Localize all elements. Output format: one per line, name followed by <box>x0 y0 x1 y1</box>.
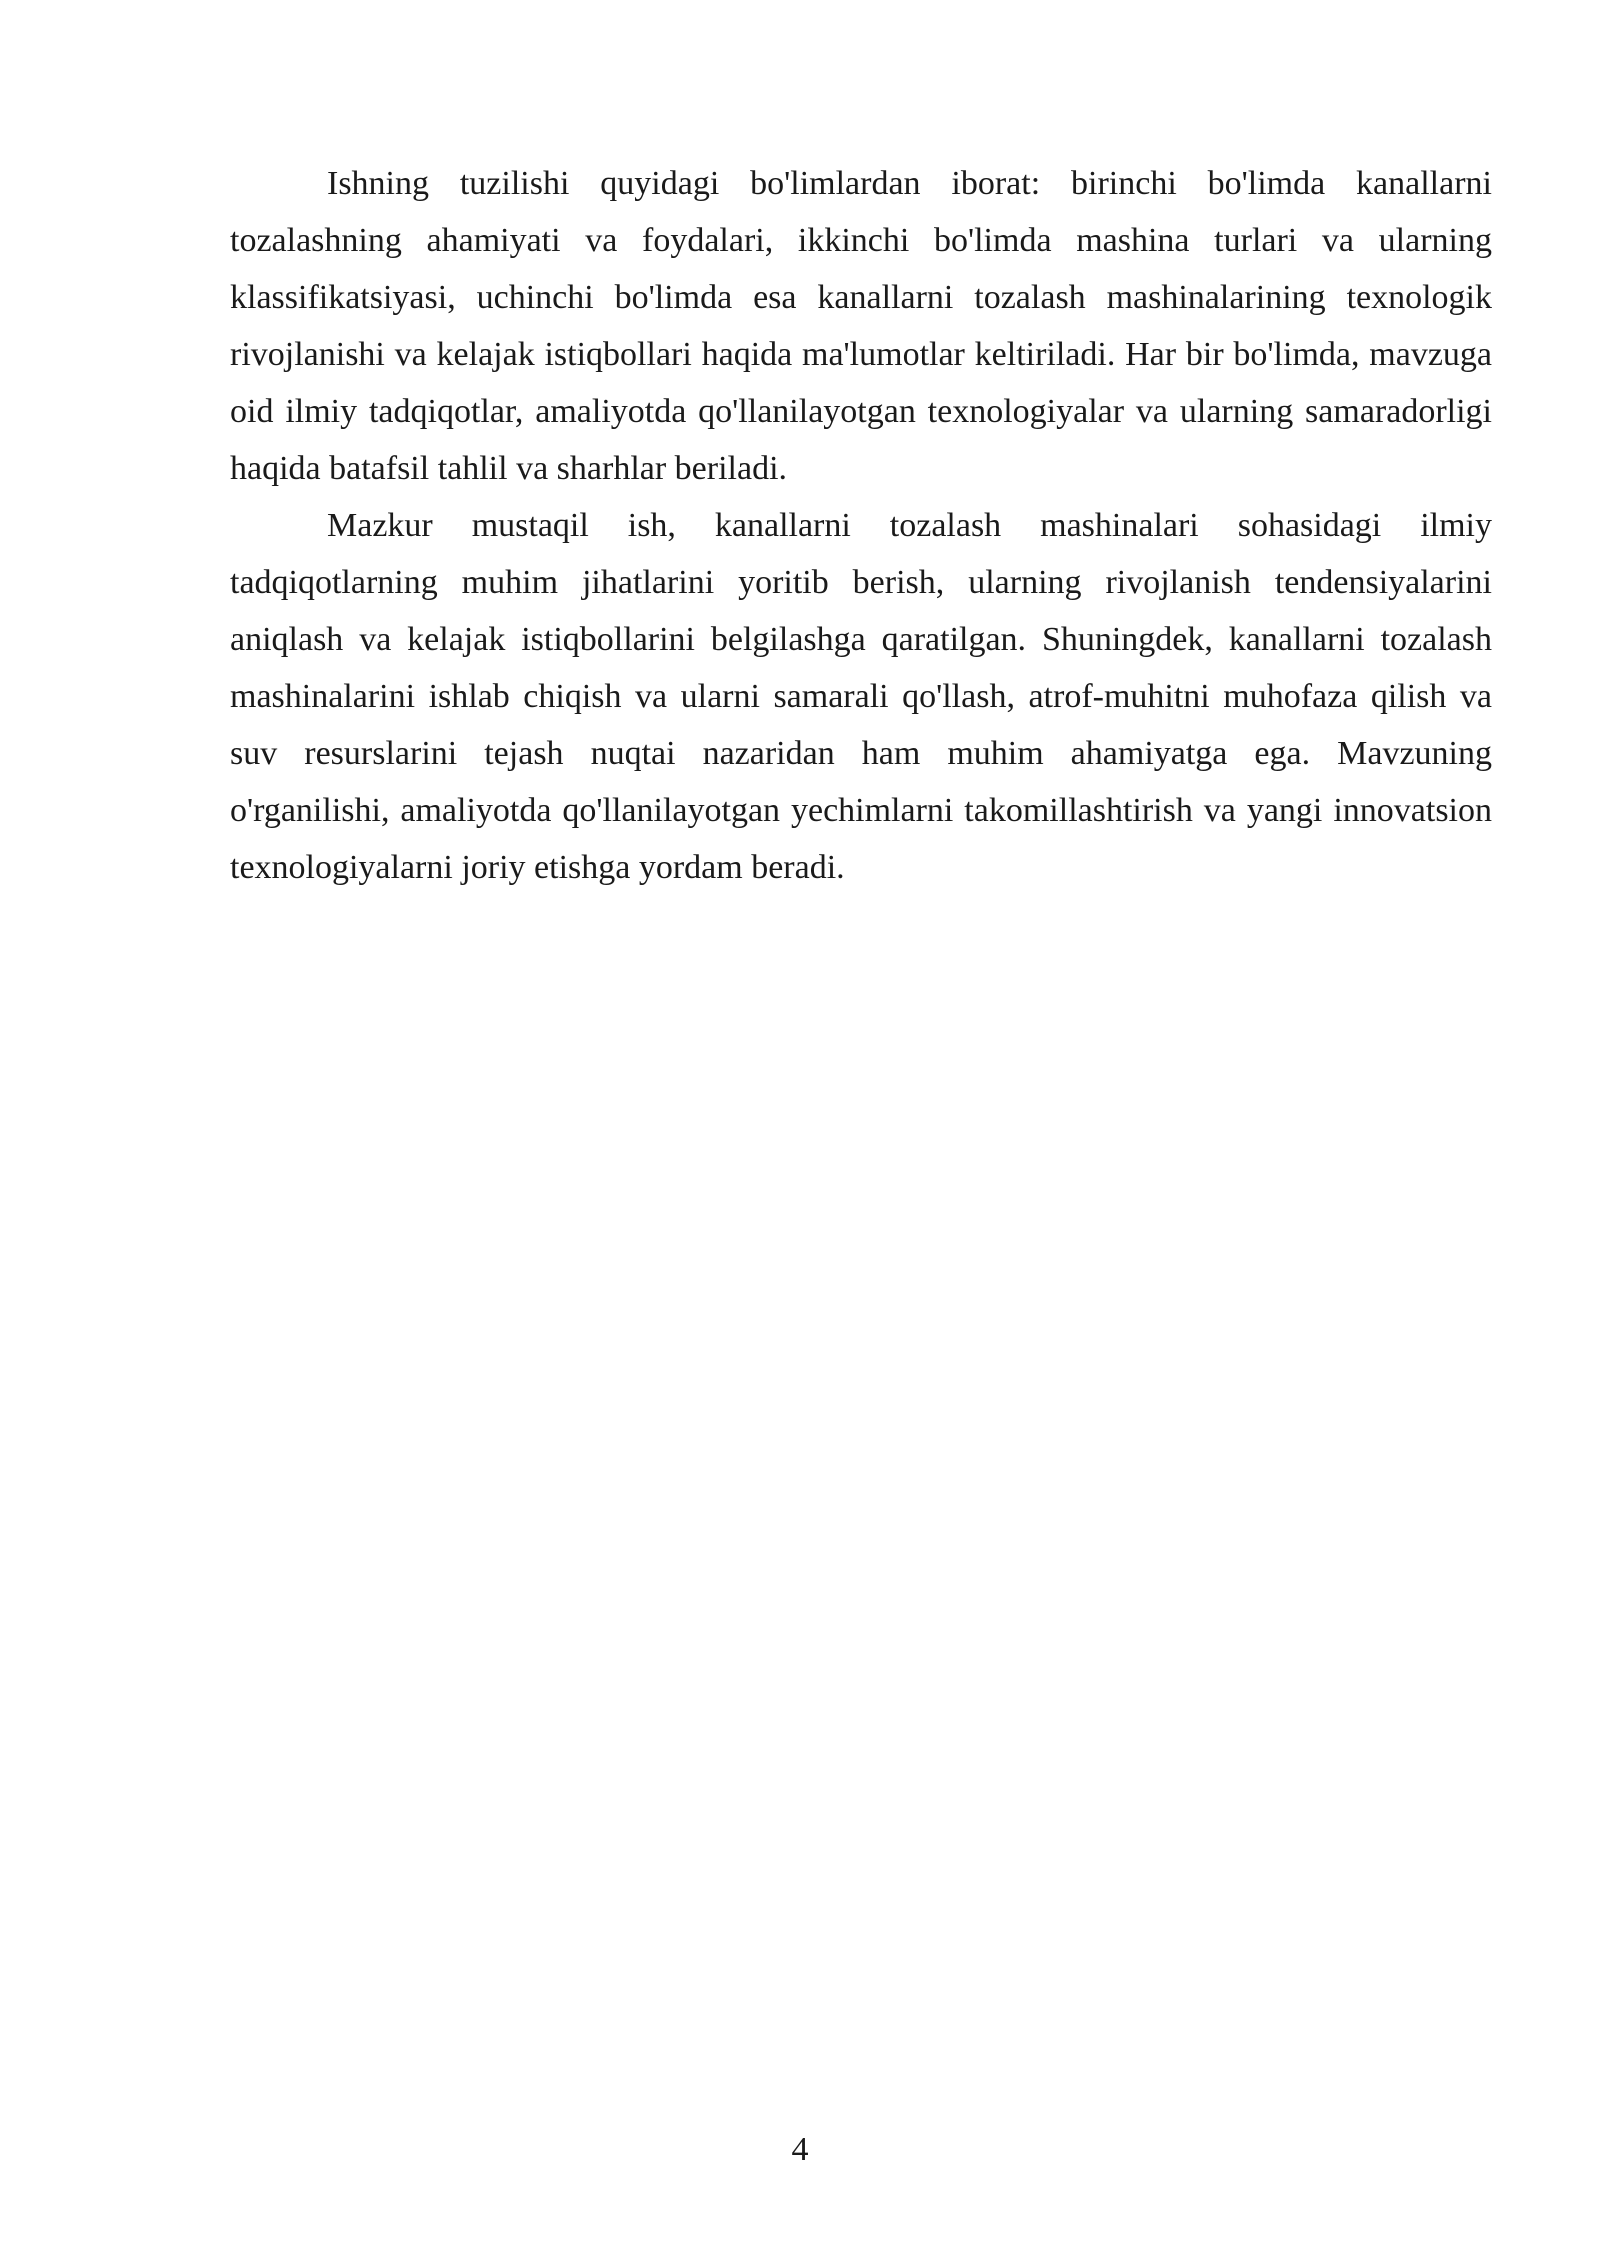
body-text <box>230 155 1492 896</box>
paragraph-2: Mazkur mustaqil ish, kanallarni tozalash mashinalari sohasidagi ilmiy tadqiqotlarning muhim jihatlarini yoritib berish, ularning rivojlanish tendensiyalarini aniqlash va kelajak istiqbollarini belgilashga qaratilgan. Shuningdek, kanallarni tozalash mashinalarini ishlab chiqish va ularni samarali qo'llash, atrof-muhitni muhofaza qilish va suv resurslarini tejash nuqtai nazaridan ham muhim ahamiyatga ega. Mavzuning o'rganilishi, amaliyotda qo'llanilayotgan yechimlarni takomillashtirish va yangi innovatsion texnologiyalarni joriy etishga yordam beradi. <box>230 507 1492 886</box>
page-number: 4 <box>791 2131 809 2168</box>
paragraph-1: Ishning tuzilishi quyidagi bo'limlardan iborat: birinchi bo'limda kanallarni tozalashning ahamiyati va foydalari, ikkinchi bo'limda mashina turlari va ularning klassifikatsiyasi, uchinchi bo'limda esa kanallarni tozalash mashinalarining texnologik rivojlanishi va kelajak istiqbollari haqida ma'lumotlar keltiriladi. Har bir bo'limda, mavzuga oid ilmiy tadqiqotlar, amaliyotda qo'llanilayotgan texnologiyalar va ularning samaradorligi haqida batafsil tahlil va sharhlar beriladi. <box>230 165 1492 487</box>
